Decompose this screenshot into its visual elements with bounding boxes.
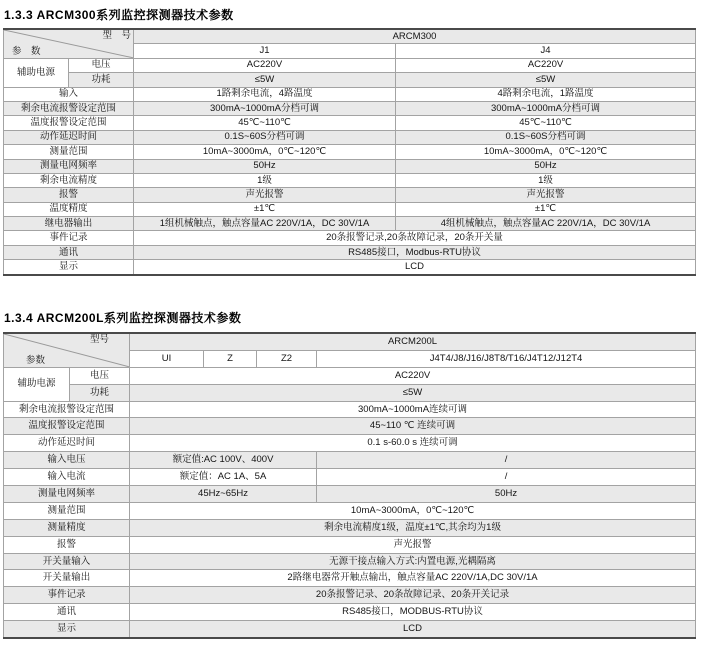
table-cell: AC220V: [130, 367, 696, 384]
table-cell: 0.1 s-60.0 s 连续可调: [130, 435, 696, 452]
table-cell: 4路剩余电流，1路温度: [396, 87, 696, 101]
row-label-cell: 温度报警设定范围: [4, 418, 130, 435]
diagonal-line: [4, 334, 129, 367]
table-cell: ±1℃: [134, 202, 396, 216]
row-label-cell: 通讯: [4, 245, 134, 259]
row-label-cell: 输入电流: [4, 469, 130, 486]
row-label-cell: 动作延迟时间: [4, 130, 134, 144]
table-cell: 50Hz: [396, 159, 696, 173]
table-cell: 45Hz~65Hz: [130, 486, 317, 503]
row-label-cell: 温度报警设定范围: [4, 116, 134, 130]
table-cell: 声光报警: [130, 536, 696, 553]
table-cell: 300mA~1000mA连续可调: [130, 401, 696, 418]
table-cell: AC220V: [134, 58, 396, 72]
section-title-arcm300: 1.3.3 ARCM300系列监控探测器技术参数: [4, 8, 234, 22]
row-label-cell: 测量电网频率: [4, 159, 134, 173]
table-cell: 0.1S~60S分档可调: [396, 130, 696, 144]
table-row: [4, 260, 696, 275]
table-row: [4, 452, 696, 469]
table-cell: 2路继电器常开触点输出，触点容量AC 220V/1A,DC 30V/1A: [130, 570, 696, 587]
table-row: [4, 384, 696, 401]
table-row: [4, 188, 696, 202]
table-cell: Z2: [257, 350, 317, 367]
row-label-cell: 报警: [4, 188, 134, 202]
table-row: [4, 173, 696, 187]
row-label-cell: 测量精度: [4, 519, 130, 536]
table-row: [4, 333, 696, 350]
row-label-cell: 输入: [4, 87, 134, 101]
table-cell: ARCM300: [134, 29, 696, 44]
row-label-cell: 测量电网频率: [4, 486, 130, 503]
table-row: [4, 553, 696, 570]
table-row: [4, 502, 696, 519]
table-cell: 声光报警: [134, 188, 396, 202]
table-cell: 300mA~1000mA分档可调: [396, 101, 696, 115]
table-cell: LCD: [134, 260, 696, 275]
row-label-cell: 电压: [69, 58, 134, 72]
diagonal-bottom-label: 参 数: [12, 45, 41, 57]
table-cell: 300mA~1000mA分档可调: [134, 101, 396, 115]
arcm200l-spec-table: [3, 332, 696, 639]
table-row: [4, 58, 696, 72]
table-row: [4, 435, 696, 452]
table-cell: 额定值:AC 100V、400V: [130, 452, 317, 469]
table-row: [4, 202, 696, 216]
table-row: [4, 587, 696, 604]
table-cell: LCD: [130, 621, 696, 638]
table-row: [4, 486, 696, 503]
row-label-cell: 剩余电流报警设定范围: [4, 401, 130, 418]
table-cell: 10mA~3000mA，0℃~120℃: [396, 145, 696, 159]
table-cell: 剩余电流精度1级，温度±1℃,其余均为1级: [130, 519, 696, 536]
table-row: [4, 101, 696, 115]
table-row: [4, 401, 696, 418]
row-label-cell: 功耗: [69, 73, 134, 87]
table-row: [4, 217, 696, 231]
table-row: [4, 145, 696, 159]
table-cell: 10mA~3000mA，0℃~120℃: [130, 502, 696, 519]
row-label-cell: 剩余电流精度: [4, 173, 134, 187]
table-row: [4, 87, 696, 101]
table-cell: 10mA~3000mA，0℃~120℃: [134, 145, 396, 159]
arcm300-spec-table: [3, 28, 696, 276]
table-row: [4, 570, 696, 587]
table-cell: 45℃~110℃: [134, 116, 396, 130]
table-cell: ARCM200L: [130, 333, 696, 350]
row-label-cell: 温度精度: [4, 202, 134, 216]
table-row: [4, 130, 696, 144]
table-cell: AC220V: [396, 58, 696, 72]
table-cell: 无源干接点输入方式:内置电源,光耦隔离: [130, 553, 696, 570]
table-cell: J1: [134, 44, 396, 58]
table-cell: 声光报警: [396, 188, 696, 202]
table-cell: 1路剩余电流，4路温度: [134, 87, 396, 101]
row-label-cell: 显示: [4, 621, 130, 638]
row-label-cell: 开关量输入: [4, 553, 130, 570]
row-label-cell: 继电器输出: [4, 217, 134, 231]
table-row: [4, 367, 696, 384]
table-cell: 45~110 ℃ 连续可调: [130, 418, 696, 435]
table-cell: UI: [130, 350, 204, 367]
table-cell: 1级: [396, 173, 696, 187]
section-title-arcm200l: 1.3.4 ARCM200L系列监控探测器技术参数: [4, 311, 242, 325]
table-row: [4, 116, 696, 130]
diagonal-header-cell: [4, 29, 134, 58]
table-cell: 50Hz: [134, 159, 396, 173]
table-cell: ≤5W: [396, 73, 696, 87]
table-cell: RS485接口，Modbus-RTU协议: [134, 245, 696, 259]
table-row: [4, 245, 696, 259]
row-label-cell: 测量范围: [4, 502, 130, 519]
table-row: [4, 159, 696, 173]
table-cell: 0.1S~60S分档可调: [134, 130, 396, 144]
row-label-cell: 测量范围: [4, 145, 134, 159]
row-label-cell: 功耗: [70, 384, 130, 401]
table-row: [4, 621, 696, 638]
table-cell: 20条报警记录、20条故障记录、20条开关记录: [130, 587, 696, 604]
table-cell: 4组机械触点，触点容量AC 220V/1A，DC 30V/1A: [396, 217, 696, 231]
row-label-cell: 开关量输出: [4, 570, 130, 587]
table-cell: /: [317, 452, 696, 469]
table-cell: 1级: [134, 173, 396, 187]
table-cell: 额定值：AC 1A、5A: [130, 469, 317, 486]
table-row: [4, 231, 696, 245]
table-cell: 20条报警记录,20条故障记录，20条开关量: [134, 231, 696, 245]
row-label-cell: 电压: [70, 367, 130, 384]
row-label-cell: 显示: [4, 260, 134, 275]
table-row: [4, 73, 696, 87]
row-label-cell: 输入电压: [4, 452, 130, 469]
table-cell: ≤5W: [130, 384, 696, 401]
table-cell: 45℃~110℃: [396, 116, 696, 130]
row-label-cell: 事件记录: [4, 587, 130, 604]
table-cell: J4T4/J8/J16/J8T8/T16/J4T12/J12T4: [317, 350, 696, 367]
table-row: [4, 29, 696, 44]
table-cell: ≤5W: [134, 73, 396, 87]
row-label-cell: 辅助电源: [4, 58, 69, 87]
row-label-cell: 报警: [4, 536, 130, 553]
table-row: [4, 519, 696, 536]
table-row: [4, 536, 696, 553]
row-label-cell: 辅助电源: [4, 367, 70, 401]
table-cell: Z: [204, 350, 257, 367]
row-label-cell: 通讯: [4, 604, 130, 621]
diagonal-top-label: 型号: [89, 334, 109, 345]
diagonal-bottom-label: 参数: [26, 354, 46, 366]
row-label-cell: 事件记录: [4, 231, 134, 245]
table-row: [4, 418, 696, 435]
table-cell: ±1℃: [396, 202, 696, 216]
table-row: [4, 469, 696, 486]
row-label-cell: 动作延迟时间: [4, 435, 130, 452]
table-cell: 1组机械触点，触点容量AC 220V/1A，DC 30V/1A: [134, 217, 396, 231]
diagonal-header-cell: [4, 333, 130, 367]
table-cell: J4: [396, 44, 696, 58]
table-row: [4, 604, 696, 621]
row-label-cell: 剩余电流报警设定范围: [4, 101, 134, 115]
diagonal-top-label: 型 号: [102, 30, 131, 41]
table-cell: 50Hz: [317, 486, 696, 503]
table-cell: RS485接口，MODBUS-RTU协议: [130, 604, 696, 621]
table-cell: /: [317, 469, 696, 486]
